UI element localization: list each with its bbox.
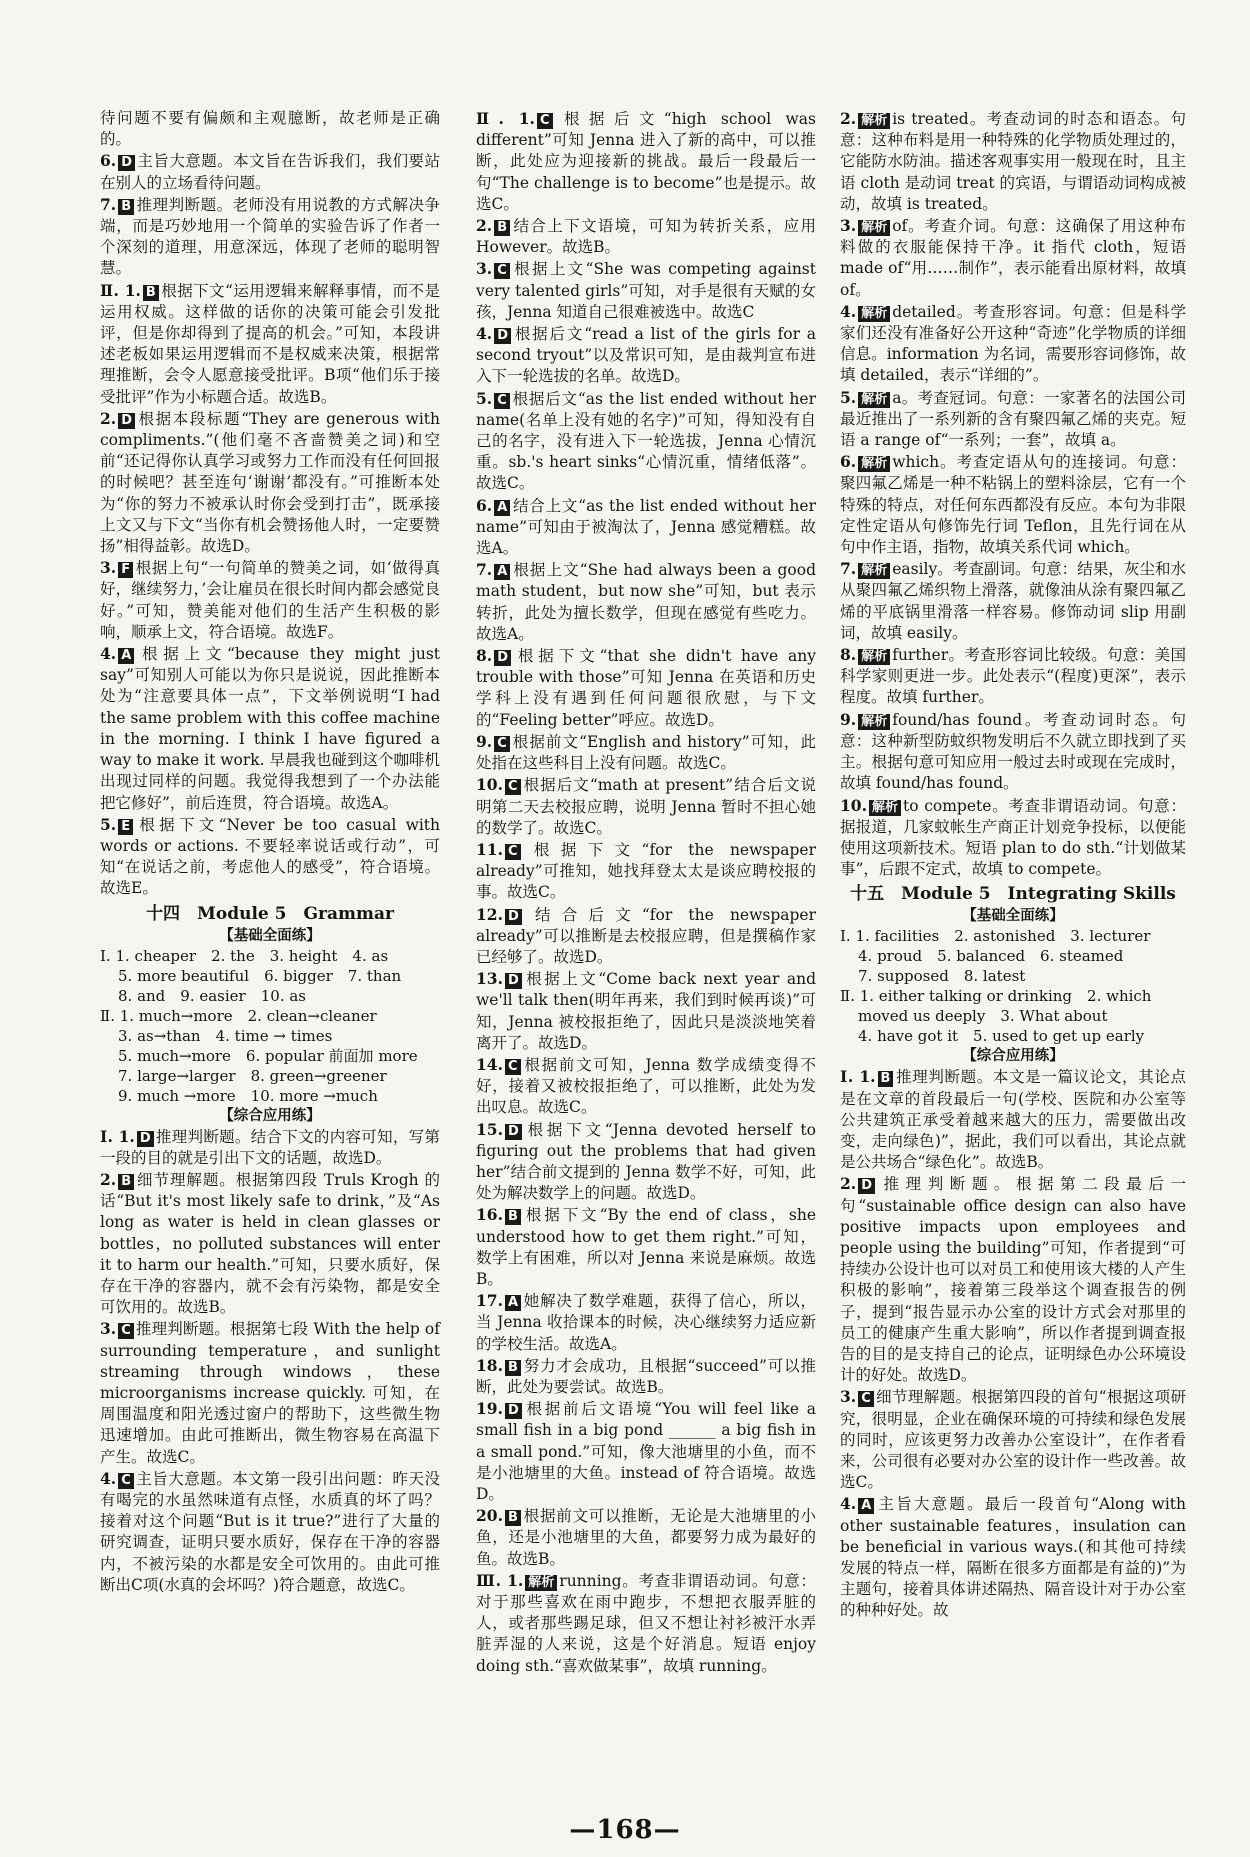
answer-text: 细节理解题。根据第四段的首句“根据这项研究，很明显，企业在确保环境的可持续和绿色发展的同时，应该更努力改善办公室设计”，在作者看来，公司很有必要对办公室的设计作一些改善。故选C。	[840, 1388, 1186, 1492]
answer-mark: D	[858, 1178, 875, 1194]
item-number: Ⅱ. 1.	[476, 109, 535, 128]
answer-item	[476, 215, 816, 258]
answer-text: 根据前文可以推断，无论是大池塘里的小鱼，还是小池塘里的大鱼，都要努力成为最好的鱼。故选B。	[476, 1507, 816, 1568]
answer-item	[476, 968, 816, 1054]
subsection-title: 【 基础全面练 】	[100, 926, 440, 946]
exercise-line: 8. and 9. easier 10. as	[118, 986, 306, 1005]
answer-item	[476, 258, 816, 323]
exercise-line: moved us deeply 3. What about	[858, 1007, 1108, 1026]
answer-text: 推理判断题。根据第七段 With the help of surrounding temperature，and sunlight streaming through windows，these microorganisms increase quickly. 可知，在周围温度和阳光透过窗户的帮助下，这些微生物迅速增加。由此可推断出，微生物容易在高温下产生。故选C。	[100, 1320, 440, 1466]
answer-text: 根据上文“Come back next year and we'll talk then(明年再来，我们到时候再谈)”可知，Jenna 被校报拒绝了，因此只是淡淡地笑着离开了。故选D。	[476, 970, 816, 1052]
answer-mark: D	[505, 909, 522, 925]
answer-text: 根据上文“She was competing against very talented girls”可知，对手是很有天赋的女孩，Jenna 知道自己很难被选中。故选C	[476, 260, 816, 321]
answer-item	[100, 280, 440, 408]
answer-mark: B	[143, 285, 159, 301]
answer-text: is treated。考查动词的时态和语态。句意：这种布料是用一种特殊的化学物质处理过的，它能防水防油。描述客观事实用一般现在时，且主语 cloth 是动词 treat 的宾语，与谓语动词构成被动，故填 is treated。	[840, 110, 1186, 213]
item-number: 2.	[100, 408, 117, 428]
item-number: Ⅱ. 1.	[100, 280, 141, 300]
answer-mark: B	[505, 1510, 521, 1526]
answer-item	[476, 1505, 816, 1570]
answer-item	[476, 108, 816, 215]
answer-mark: B	[494, 220, 510, 236]
answer-mark: A	[858, 1498, 874, 1514]
answer-text: 努力才会成功，且根据“succeed”可以推断，此处为要尝试。故选B。	[476, 1356, 816, 1396]
section-title: 十四 Module 5 Grammar	[146, 903, 394, 924]
answer-item	[476, 1054, 816, 1119]
answer-mark: D	[505, 1403, 522, 1419]
item-number: 10.	[840, 795, 867, 815]
answer-mark: C	[505, 779, 521, 795]
answer-item	[100, 1468, 440, 1596]
answer-mark: 解析	[525, 1575, 557, 1591]
answer-item	[476, 904, 816, 969]
answer-item	[100, 1318, 440, 1467]
answer-item	[840, 709, 1186, 795]
subsection-title: 【 基础全面练 】	[840, 906, 1186, 926]
item-number: 3.	[840, 216, 857, 236]
answer-item	[476, 1119, 816, 1205]
answer-mark: 解析	[858, 649, 890, 665]
answer-item	[840, 644, 1186, 709]
answer-mark: 解析	[858, 714, 890, 730]
answer-item	[100, 408, 440, 557]
exercise-line: 5. more beautiful 6. bigger 7. than	[118, 966, 402, 985]
answer-text: found/has found。考查动词时态。句意：这种新型防蚊织物发明后不久就立即找到了买主。根据句意可知应用一般过去时或现在完成时，故填 found/has found。	[840, 710, 1186, 793]
answer-text: 根据后文“math at present”结合后文说明第二天去校报应聘，说明 Jenna 暂时不担心她的数学了。故选C。	[476, 776, 816, 837]
answer-text: 根据后文“high school was different”可知 Jenna 进入了新的高中，可以推断，此处应为迎接新的挑战。最后一段最后一句“The challenge is to become”也是提示。故选C。	[476, 110, 816, 213]
answer-text: 主旨大意题。本文旨在告诉我们，我们要站在别人的立场看待问题。	[100, 152, 440, 192]
item-number: 19.	[476, 1399, 503, 1419]
answer-mark: C	[505, 844, 521, 860]
answer-mark: B	[505, 1360, 521, 1376]
item-number: 7.	[476, 560, 493, 580]
exercise-line: Ⅰ. 1. facilities 2. astonished 3. lecturer	[840, 927, 1151, 946]
answer-mark: 解析	[858, 113, 890, 129]
subsection-title: 【 综合应用练 】	[840, 1046, 1186, 1066]
answer-text: 主旨大意题。本文第一段引出问题：昨天没有喝完的水虽然味道有点怪，水质真的坏了吗？接着对这个问题“But is it true?”进行了大量的研究调查，证明只要水质好，保存在干净的容器内，不被污染的水都是安全可饮用的。由此可推断出C项(水真的会坏吗？)符合题意，故选C。	[100, 1469, 440, 1594]
answer-item	[476, 645, 816, 731]
answer-mark: 解析	[869, 800, 901, 816]
item-number: 13.	[476, 969, 503, 989]
answer-mark: D	[494, 650, 511, 666]
item-number: 8.	[840, 645, 857, 665]
item-number: 10.	[476, 775, 503, 795]
answer-item	[840, 108, 1186, 215]
answer-text: 结合上文“as the list ended without her name”可知由于被淘汰了，Jenna 感觉糟糕。故选A。	[476, 496, 816, 558]
subsection-title: 【 综合应用练 】	[100, 1106, 440, 1126]
answer-mark: C	[494, 393, 510, 409]
item-number: 2.	[840, 1174, 857, 1194]
item-number: 15.	[476, 1119, 503, 1139]
answer-mark: D	[505, 1124, 522, 1140]
item-number: 5.	[100, 814, 117, 834]
item-number: 7.	[840, 559, 857, 579]
answer-item	[476, 323, 816, 388]
answer-item	[476, 1204, 816, 1290]
answer-text: 结合后文“for the newspaper already”可以推断是去校报应聘，但是撰稿作家已经够了。故选D。	[476, 905, 816, 966]
answer-text: of。考查介词。句意：这确保了用这种布料做的衣服能保持干净。it 指代 cloth，短语 made of“用……制作”，表示能看出原材料，故填 of。	[840, 217, 1186, 299]
answer-item	[100, 1169, 440, 1318]
answer-mark: 解析	[858, 306, 890, 322]
answer-mark: C	[505, 1059, 521, 1075]
answer-text: running。考查非谓语动词。句意：对于那些喜欢在雨中跑步，不想把衣服弄脏的人，或者那些踢足球，但又不想让衬衫被汗水弄脏弄湿的人来说，这是个好消息。短语 enjoy doing sth.“喜欢做某事”，故填 running。	[476, 1571, 816, 1675]
item-number: 4.	[476, 324, 493, 344]
answer-mark: A	[505, 1295, 521, 1311]
item-number: 7.	[100, 194, 117, 214]
item-number: 2.	[100, 1169, 117, 1189]
answer-item	[840, 558, 1186, 644]
section-title: 十五 Module 5 Integrating Skills	[850, 884, 1176, 905]
answer-mark: C	[494, 736, 510, 752]
answer-item	[476, 1355, 816, 1398]
answer-mark: B	[505, 1209, 521, 1225]
exercise-line: 3. as→than 4. time → times	[118, 1026, 333, 1045]
answer-item	[476, 388, 816, 495]
item-number: Ⅰ. 1.	[840, 1067, 876, 1087]
exercise-line: 7. large→larger 8. green→greener	[118, 1066, 387, 1085]
exercise-line: 9. much →more 10. more →much	[118, 1086, 378, 1105]
column-right	[840, 108, 1186, 1622]
answer-mark: A	[494, 500, 510, 516]
answer-item	[100, 150, 440, 193]
answer-text: further。考查形容词比较级。句意：美国科学家则更进一步。此处表示“(程度)更深”，表示程度。故填 further。	[840, 646, 1186, 707]
answer-item	[100, 557, 440, 643]
answer-text: 根据下文“Jenna devoted herself to figuring out the problems that had given her”结合前文提到的 Jenna 数学不好，可知，此处为解决数学上的问题。故选D。	[476, 1120, 816, 1203]
answer-mark: B	[878, 1071, 894, 1087]
answer-item	[100, 814, 440, 900]
item-number: 5.	[840, 387, 857, 407]
column-left	[100, 108, 440, 1596]
answer-mark: C	[494, 263, 510, 279]
item-number: 3.	[840, 1387, 857, 1407]
answer-mark: D	[494, 328, 511, 344]
answer-text: 待问题不要有偏颇和主观臆断，故老师是正确的。	[100, 109, 440, 149]
exercise-line: 4. have got it 5. used to get up early	[858, 1027, 1145, 1046]
item-number: Ⅲ. 1.	[476, 1570, 524, 1590]
column-middle	[476, 108, 816, 1677]
answer-mark: C	[537, 113, 553, 129]
answer-text: 推理判断题。本文是一篇议论文，其论点是在文章的首段最后一句(学校、医院和办公室等公共建筑正承受着越来越大的压力，需要做出改变，走向绿色)”，据此，我们可以看出，其论点就是公共场合“绿色化”。故选B。	[840, 1068, 1186, 1172]
answer-mark: B	[118, 1174, 134, 1190]
answer-item	[840, 301, 1186, 387]
answer-mark: C	[858, 1391, 874, 1407]
item-number: 16.	[476, 1205, 503, 1225]
answer-text: 推理判断题。结合下文的内容可知，写第一段的目的就是引出下文的话题，故选D。	[100, 1127, 440, 1167]
answer-item	[840, 387, 1186, 452]
item-number: 14.	[476, 1054, 503, 1074]
answer-mark: D	[118, 413, 135, 429]
answer-text: 主旨大意题。最后一段首句“Along with other sustainable features，insulation can be beneficial in various ways.(和其他可持续发展的特点一样，隔断在很多方面都是有益的)”为主题句，接着具体讲述隔热、隔音设计对于办公室的种种好处。故	[840, 1495, 1186, 1620]
answer-text: a。考查冠词。句意：一家著名的法国公司最近推出了一系列新的含有聚四氟乙烯的夹克。短语 a range of“一系列；一套”，故填 a。	[840, 388, 1186, 450]
answer-mark: 解析	[858, 456, 890, 472]
answer-item	[840, 1386, 1186, 1493]
answer-item	[840, 1493, 1186, 1621]
answer-mark: 解析	[858, 220, 890, 236]
answer-text: 根据前后文语境“You will feel like a small fish in a big pond ______ a big fish in a small pond.”可知，像大池塘里的小鱼，而不是小池塘里的大鱼。instead of 符合语境。故选D。	[476, 1400, 816, 1503]
answer-item	[100, 1126, 440, 1169]
answer-mark: F	[118, 562, 133, 578]
item-number: 20.	[476, 1506, 503, 1526]
answer-mark: A	[118, 648, 134, 664]
answer-text: 根据下文“运用逻辑来解释事情，而不是运用权威。这样做的话你的决策可能会引发批评，但是你却得到了提高的机会。”可知，本段讲述老板如果运用逻辑而不是权威来决策，根据常理推断，会令人愿意接受批评。B项“他们乐于接受批评”作为小标题合适。故选B。	[100, 281, 440, 406]
answer-text: 根据下文“Never be too casual with words or actions. 不要轻率说话或行动”，可知“在说话之前，考虑他人的感受”，符合语境。故选E。	[100, 815, 440, 898]
answer-mark: C	[118, 1473, 134, 1489]
item-number: 3.	[476, 259, 493, 279]
answer-text: 根据上文“because they might just say”可知别人可能以为你只是说说，因此推断本处为“注意要具体一点”，下文举例说明“I had the same problem with this coffee machine in the morning. I think I have figured a way to make it work. 早晨我也碰到这个咖啡机出现过同样的问题。我觉得我想到了一个办法能把它修好”，前后连贯，符合语境。故选A。	[100, 645, 440, 812]
answer-text: 根据本段标题“They are generous with compliments.”(他们毫不吝啬赞美之词)和空前“还记得你认真学习或努力工作而没有任何回报的时候吧？甚至连句‘谢谢’都没有。”可推断本处为“你的努力不被承认时你会受到打击”，既承接上文又与下文“当你有机会赞扬他人时，一定要赞扬”相得益彰。故选D。	[100, 409, 440, 556]
answer-text: easily。考查副词。句意：结果，灰尘和水从聚四氟乙烯织物上滑落，就像油从涂有聚四氟乙烯的平底锅里滑落一样容易。修饰动词 slip 用副词，故填 easily。	[840, 560, 1186, 642]
item-number: 4.	[100, 1468, 117, 1488]
answer-item	[840, 451, 1186, 558]
answer-item	[476, 1398, 816, 1505]
exercise-line: Ⅱ. 1. much→more 2. clean→cleaner	[100, 1006, 377, 1025]
answer-mark: 解析	[858, 563, 890, 579]
exercise-line: Ⅰ. 1. cheaper 2. the 3. height 4. as	[100, 946, 389, 965]
answer-mark: D	[118, 155, 135, 171]
answer-item	[840, 215, 1186, 301]
item-number: 2.	[840, 109, 857, 128]
answer-text: 她解决了数学难题，获得了信心，所以，当 Jenna 收拾课本的时候，决心继续努力适应新的学校生活。故选A。	[476, 1292, 816, 1353]
answer-text: which。考查定语从句的连接词。句意：聚四氟乙烯是一种不粘锅上的塑料涂层，它有一个特殊的特点，对任何东西都没有反应。本句为非限定性定语从句修饰先行词 Teflon，且先行词在从句中作主语，指物，故填关系代词 which。	[840, 453, 1186, 557]
answer-text: 根据后文“read a list of the girls for a second tryout”以及常识可知，是由裁判宣布进入下一轮选拔的名单。故选D。	[476, 325, 816, 386]
answer-text: 根据下文“that she didn't have any trouble with those”可知 Jenna 在英语和历史学科上没有遇到任何问题很欣慰，与下文的“Feeling better”呼应。故选D。	[476, 647, 816, 729]
answer-mark: D	[137, 1131, 154, 1147]
answer-text: 根据上文“She had always been a good math student，but now she”可知，but 表示转折，此处为擅长数学，但现在感觉有些吃力。故选A。	[476, 561, 816, 643]
answer-item	[476, 839, 816, 904]
answer-text: 根据上句“一句简单的赞美之词，如‘做得真好，继续努力，’会让雇员在很长时间内都会感觉良好。”可知，赞美能对他们的生活产生积极的影响，顺承上文，符合语境。故选F。	[100, 559, 440, 641]
answer-mark: B	[118, 199, 134, 215]
answer-item	[840, 1066, 1186, 1173]
answer-text: 根据前文“English and history”可知，此处指在这些科目上没有问题。故选C。	[476, 732, 816, 773]
answer-mark: E	[118, 819, 133, 835]
answer-item	[476, 731, 816, 774]
answer-text: 细节理解题。根据第四段 Truls Krogh 的话“But it's most likely safe to drink，”及“As long as water is held in clean glasses or bottles，no polluted substances will enter it to harm our health.”可知，只要水质好，保存在干净的容器内，就不会有污染物，都是安全可饮用的。故选B。	[100, 1170, 440, 1317]
item-number: 6.	[476, 495, 493, 515]
answer-text: to compete。考查非谓语动词。句意：据报道，几家蚊帐生产商正计划竞争投标，以便能使用这项新技术。短语 plan to do sth.“计划做某事”，后跟不定式，故填 to compete。	[840, 796, 1186, 879]
item-number: 3.	[100, 558, 117, 578]
answer-item	[476, 1290, 816, 1355]
item-number: 9.	[476, 731, 493, 751]
answer-item	[476, 1570, 816, 1677]
answer-text: 推理判断题。老师没有用说教的方式解决争端，而是巧妙地用一个简单的实验告诉了作者一个深刻的道理，用意深远，体现了老师的聪明智慧。	[100, 195, 440, 278]
item-number: 4.	[100, 644, 117, 664]
answer-mark: D	[505, 973, 522, 989]
item-number: 6.	[840, 452, 857, 472]
answer-mark: 解析	[858, 392, 890, 408]
exercise-line: 4. proud 5. balanced 6. steamed	[858, 947, 1124, 966]
answer-item	[840, 1173, 1186, 1386]
answer-text: 根据下文“By the end of class，she understood how to get them right.”可知，数学上有困难，所以对 Jenna 来说是麻烦。故选B。	[476, 1206, 816, 1288]
answer-mark: C	[118, 1323, 134, 1339]
item-number: 17.	[476, 1291, 503, 1311]
answer-item	[476, 559, 816, 645]
answer-item	[476, 774, 816, 839]
answer-item	[100, 194, 440, 280]
item-number: 18.	[476, 1355, 503, 1375]
exercise-line: Ⅱ. 1. either talking or drinking 2. which	[840, 987, 1152, 1006]
page-number: —168—	[569, 1815, 681, 1845]
answer-text: 根据后文“as the list ended without her name(名单上没有她的名字)”可知，得知没有自己的名字，没有进入下一轮选拔，Jenna 心情沉重。sb.'s heart sinks“心情沉重，情绪低落”。故选C。	[476, 389, 816, 493]
item-number: 12.	[476, 904, 503, 924]
answer-item	[476, 495, 816, 560]
answer-text: detailed。考查形容词。句意：但是科学家们还没有准备好公开这种“奇迹”化学物质的详细信息。information 为名词，需要形容词修饰，故填 detailed，表示“详细的”。	[840, 302, 1186, 385]
item-number: 9.	[840, 709, 857, 729]
item-number: 8.	[476, 646, 493, 666]
item-number: 2.	[476, 216, 493, 236]
answer-text: 根据下文“for the newspaper already”可推知，她找拜登太太是谈应聘校报的事。故选C。	[476, 840, 816, 902]
exercise-line: 7. supposed 8. latest	[858, 967, 1026, 986]
item-number: 4.	[840, 1494, 857, 1514]
answer-text: 根据前文可知，Jenna 数学成绩变得不好，接着又被校报拒绝了，可以推断，此处为发出叹息。故选C。	[476, 1055, 816, 1117]
answer-text: 推理判断题。根据第二段最后一句“sustainable office design can also have positive impacts upon employees and people using the building”可知，作者提到“可持续办公设计也可以对员工和使用该大楼的人产生积极的影响”，接着第三段举这个调查报告的例子，提到“报告显示办公室的设计方式会对那里的员工的健康产生重大影响”，所以作者提到调查报告的目的是支持自己的论点，证明绿色办公环境设计的好处。故选D。	[840, 1175, 1186, 1385]
answer-item	[840, 795, 1186, 881]
exercise-line: 5. much→more 6. popular 前面加 more	[118, 1046, 418, 1065]
answer-item	[100, 643, 440, 814]
item-number: 11.	[476, 839, 503, 859]
answer-item	[100, 108, 440, 150]
item-number: Ⅰ. 1.	[100, 1126, 135, 1146]
answer-text: 结合上下文语境，可知为转折关系，应用 However。故选B。	[476, 217, 816, 257]
item-number: 4.	[840, 301, 857, 321]
item-number: 5.	[476, 388, 493, 408]
item-number: 3.	[100, 1319, 117, 1339]
answer-mark: A	[494, 564, 510, 580]
item-number: 6.	[100, 151, 117, 171]
